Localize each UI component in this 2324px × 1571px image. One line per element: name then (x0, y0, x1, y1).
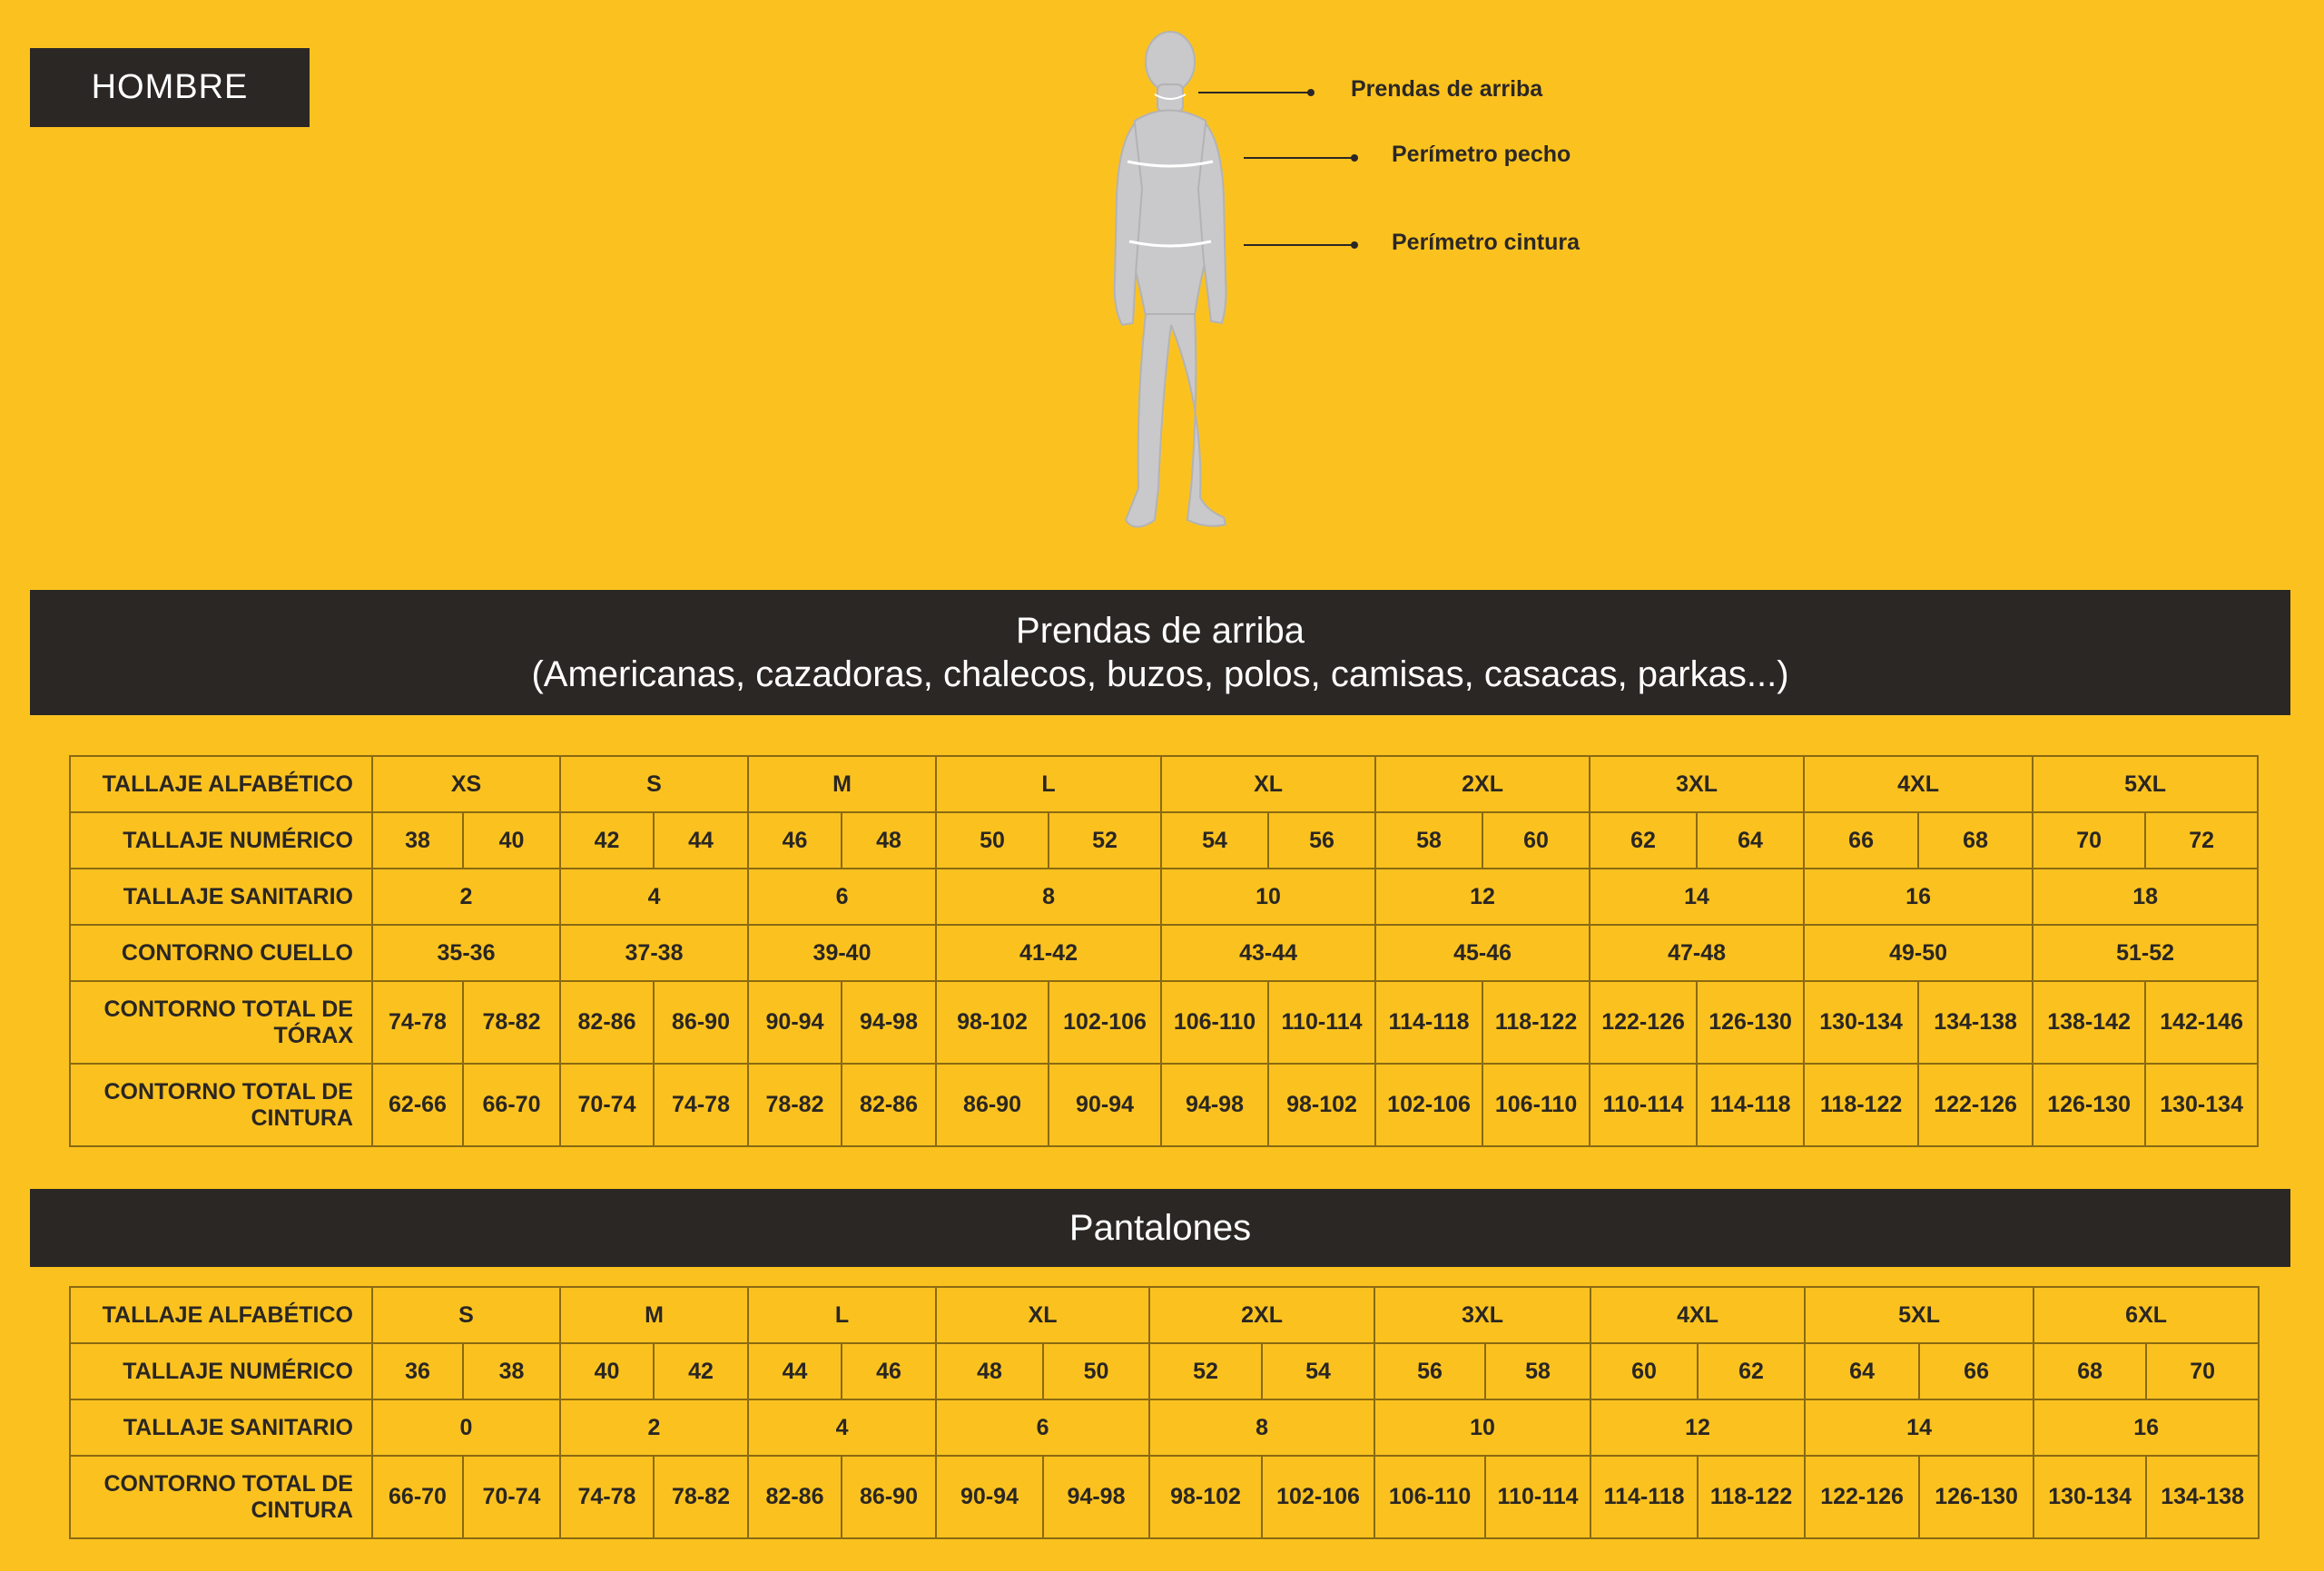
chest-cell: 142-146 (2145, 981, 2258, 1064)
waist-cell: 114-118 (1590, 1456, 1698, 1538)
table-row-neck (70, 925, 2258, 981)
table-row-chest (70, 981, 2258, 1064)
waist-cell: 70-74 (560, 1064, 654, 1146)
chest-cell: 134-138 (1918, 981, 2033, 1064)
waist-cell: 102-106 (1375, 1064, 1482, 1146)
row-label-alpha: TALLAJE ALFABÉTICO (70, 1287, 372, 1343)
chest-cell: 78-82 (463, 981, 560, 1064)
alpha-cell: 2XL (1149, 1287, 1374, 1343)
numeric-cell: 56 (1268, 812, 1375, 869)
sanitary-cell: 10 (1161, 869, 1375, 925)
numeric-cell: 70 (2033, 812, 2145, 869)
waist-cell: 82-86 (842, 1064, 936, 1146)
waist-cell: 134-138 (2146, 1456, 2259, 1538)
waist-cell: 66-70 (372, 1456, 463, 1538)
sanitary-cell: 18 (2033, 869, 2258, 925)
waist-cell: 90-94 (1049, 1064, 1161, 1146)
neck-cell: 39-40 (748, 925, 936, 981)
waist-cell: 130-134 (2145, 1064, 2258, 1146)
neck-cell: 47-48 (1590, 925, 1804, 981)
waist-cell: 106-110 (1482, 1064, 1590, 1146)
waist-cell: 118-122 (1698, 1456, 1805, 1538)
row-label-numeric: TALLAJE NUMÉRICO (70, 1343, 372, 1399)
row-label-chest: CONTORNO TOTAL DE TÓRAX (70, 981, 372, 1064)
waist-cell: 90-94 (936, 1456, 1043, 1538)
waist-cell: 98-102 (1268, 1064, 1375, 1146)
callout-chest: Perímetro pecho (1392, 142, 1571, 167)
table-row-waist (70, 1064, 2258, 1146)
chest-cell: 110-114 (1268, 981, 1375, 1064)
waist-cell: 82-86 (748, 1456, 842, 1538)
alpha-cell: 3XL (1374, 1287, 1590, 1343)
table-row-waist (70, 1456, 2259, 1538)
chest-cell: 90-94 (748, 981, 842, 1064)
chest-cell: 126-130 (1697, 981, 1804, 1064)
table-row-sanitary (70, 869, 2258, 925)
numeric-cell: 70 (2146, 1343, 2259, 1399)
alpha-cell: S (560, 756, 748, 812)
waist-cell: 78-82 (748, 1064, 842, 1146)
numeric-cell: 68 (1918, 812, 2033, 869)
waist-cell: 130-134 (2034, 1456, 2146, 1538)
numeric-cell: 40 (560, 1343, 654, 1399)
numeric-cell: 64 (1805, 1343, 1919, 1399)
sanitary-cell: 6 (936, 1399, 1149, 1456)
numeric-cell: 48 (936, 1343, 1043, 1399)
alpha-cell: S (372, 1287, 560, 1343)
alpha-cell: 4XL (1590, 1287, 1805, 1343)
waist-cell: 98-102 (1149, 1456, 1262, 1538)
numeric-cell: 58 (1485, 1343, 1590, 1399)
pants-size-table (69, 1286, 2260, 1539)
chest-cell: 82-86 (560, 981, 654, 1064)
sanitary-cell: 2 (372, 869, 560, 925)
sanitary-cell: 16 (1804, 869, 2033, 925)
waist-cell: 94-98 (1161, 1064, 1268, 1146)
numeric-cell: 66 (1804, 812, 1918, 869)
alpha-cell: M (748, 756, 936, 812)
table-row-alpha (70, 1287, 2259, 1343)
numeric-cell: 48 (842, 812, 936, 869)
waist-cell: 110-114 (1485, 1456, 1590, 1538)
numeric-cell: 60 (1482, 812, 1590, 869)
alpha-cell: L (748, 1287, 936, 1343)
tops-subtitle: (Americanas, cazadoras, chalecos, buzos, polos, camisas, casacas, parkas...) (531, 654, 1789, 694)
alpha-cell: XL (936, 1287, 1149, 1343)
neck-cell: 37-38 (560, 925, 748, 981)
waist-cell: 122-126 (1918, 1064, 2033, 1146)
waist-cell: 94-98 (1043, 1456, 1149, 1538)
waist-cell: 62-66 (372, 1064, 463, 1146)
numeric-cell: 46 (842, 1343, 936, 1399)
waist-cell: 106-110 (1374, 1456, 1485, 1538)
table-row-numeric (70, 812, 2258, 869)
chest-cell: 86-90 (654, 981, 748, 1064)
waist-cell: 78-82 (654, 1456, 748, 1538)
gender-badge: HOMBRE (30, 48, 310, 127)
row-label-sanitary: TALLAJE SANITARIO (70, 869, 372, 925)
sanitary-cell: 0 (372, 1399, 560, 1456)
alpha-cell: 4XL (1804, 756, 2033, 812)
alpha-cell: M (560, 1287, 748, 1343)
numeric-cell: 68 (2034, 1343, 2146, 1399)
numeric-cell: 72 (2145, 812, 2258, 869)
alpha-cell: 5XL (2033, 756, 2258, 812)
waist-cell: 118-122 (1804, 1064, 1918, 1146)
waist-cell: 74-78 (560, 1456, 654, 1538)
chest-cell: 102-106 (1049, 981, 1161, 1064)
neck-cell: 35-36 (372, 925, 560, 981)
alpha-cell: XS (372, 756, 560, 812)
chest-cell: 106-110 (1161, 981, 1268, 1064)
numeric-cell: 44 (748, 1343, 842, 1399)
neck-cell: 49-50 (1804, 925, 2033, 981)
pants-section-header (30, 1189, 2290, 1267)
callout-waist: Perímetro cintura (1392, 230, 1581, 255)
chest-cell: 114-118 (1375, 981, 1482, 1064)
numeric-cell: 56 (1374, 1343, 1485, 1399)
waist-cell: 70-74 (463, 1456, 560, 1538)
numeric-cell: 62 (1698, 1343, 1805, 1399)
neck-cell: 43-44 (1161, 925, 1375, 981)
chest-cell: 94-98 (842, 981, 936, 1064)
alpha-cell: 6XL (2034, 1287, 2259, 1343)
sanitary-cell: 8 (936, 869, 1161, 925)
sanitary-cell: 12 (1375, 869, 1590, 925)
numeric-cell: 60 (1590, 1343, 1698, 1399)
chest-cell: 98-102 (936, 981, 1049, 1064)
numeric-cell: 52 (1149, 1343, 1262, 1399)
waist-cell: 114-118 (1697, 1064, 1804, 1146)
table-row-sanitary (70, 1399, 2259, 1456)
sanitary-cell: 8 (1149, 1399, 1374, 1456)
numeric-cell: 58 (1375, 812, 1482, 869)
sanitary-cell: 14 (1805, 1399, 2034, 1456)
waist-cell: 74-78 (654, 1064, 748, 1146)
sanitary-cell: 14 (1590, 869, 1804, 925)
row-label-neck: CONTORNO CUELLO (70, 925, 372, 981)
numeric-cell: 36 (372, 1343, 463, 1399)
numeric-cell: 50 (1043, 1343, 1149, 1399)
tops-size-table (69, 755, 2259, 1147)
alpha-cell: 2XL (1375, 756, 1590, 812)
chest-cell: 74-78 (372, 981, 463, 1064)
row-label-sanitary: TALLAJE SANITARIO (70, 1399, 372, 1456)
neck-cell: 41-42 (936, 925, 1161, 981)
numeric-cell: 50 (936, 812, 1049, 869)
sanitary-cell: 10 (1374, 1399, 1590, 1456)
numeric-cell: 62 (1590, 812, 1697, 869)
numeric-cell: 42 (654, 1343, 748, 1399)
numeric-cell: 40 (463, 812, 560, 869)
sanitary-cell: 12 (1590, 1399, 1805, 1456)
chest-cell: 122-126 (1590, 981, 1697, 1064)
numeric-cell: 46 (748, 812, 842, 869)
sanitary-cell: 16 (2034, 1399, 2259, 1456)
chest-cell: 130-134 (1804, 981, 1918, 1064)
sanitary-cell: 2 (560, 1399, 748, 1456)
numeric-cell: 66 (1919, 1343, 2034, 1399)
alpha-cell: XL (1161, 756, 1375, 812)
numeric-cell: 52 (1049, 812, 1161, 869)
waist-cell: 86-90 (936, 1064, 1049, 1146)
numeric-cell: 42 (560, 812, 654, 869)
numeric-cell: 64 (1697, 812, 1804, 869)
tops-section-header (30, 590, 2290, 715)
row-label-numeric: TALLAJE NUMÉRICO (70, 812, 372, 869)
pants-title: Pantalones (1068, 1208, 1252, 1248)
waist-cell: 66-70 (463, 1064, 560, 1146)
table-row-alpha (70, 756, 2258, 812)
alpha-cell: 3XL (1590, 756, 1804, 812)
neck-cell: 51-52 (2033, 925, 2258, 981)
body-figure-section (1071, 16, 1652, 552)
numeric-cell: 38 (463, 1343, 560, 1399)
tops-title: Prendas de arriba (1016, 611, 1305, 651)
waist-cell: 126-130 (1919, 1456, 2034, 1538)
sanitary-cell: 6 (748, 869, 936, 925)
numeric-cell: 54 (1161, 812, 1268, 869)
numeric-cell: 38 (372, 812, 463, 869)
chest-cell: 138-142 (2033, 981, 2145, 1064)
callout-upper-garments: Prendas de arriba (1351, 76, 1543, 102)
sanitary-cell: 4 (748, 1399, 936, 1456)
alpha-cell: L (936, 756, 1161, 812)
waist-cell: 126-130 (2033, 1064, 2145, 1146)
neck-cell: 45-46 (1375, 925, 1590, 981)
numeric-cell: 54 (1262, 1343, 1374, 1399)
waist-cell: 110-114 (1590, 1064, 1697, 1146)
waist-cell: 102-106 (1262, 1456, 1374, 1538)
numeric-cell: 44 (654, 812, 748, 869)
table-row-numeric (70, 1343, 2259, 1399)
row-label-waist: CONTORNO TOTAL DE CINTURA (70, 1456, 372, 1538)
sanitary-cell: 4 (560, 869, 748, 925)
alpha-cell: 5XL (1805, 1287, 2034, 1343)
chest-cell: 118-122 (1482, 981, 1590, 1064)
waist-cell: 122-126 (1805, 1456, 1919, 1538)
waist-cell: 86-90 (842, 1456, 936, 1538)
row-label-waist: CONTORNO TOTAL DE CINTURA (70, 1064, 372, 1146)
row-label-alpha: TALLAJE ALFABÉTICO (70, 756, 372, 812)
